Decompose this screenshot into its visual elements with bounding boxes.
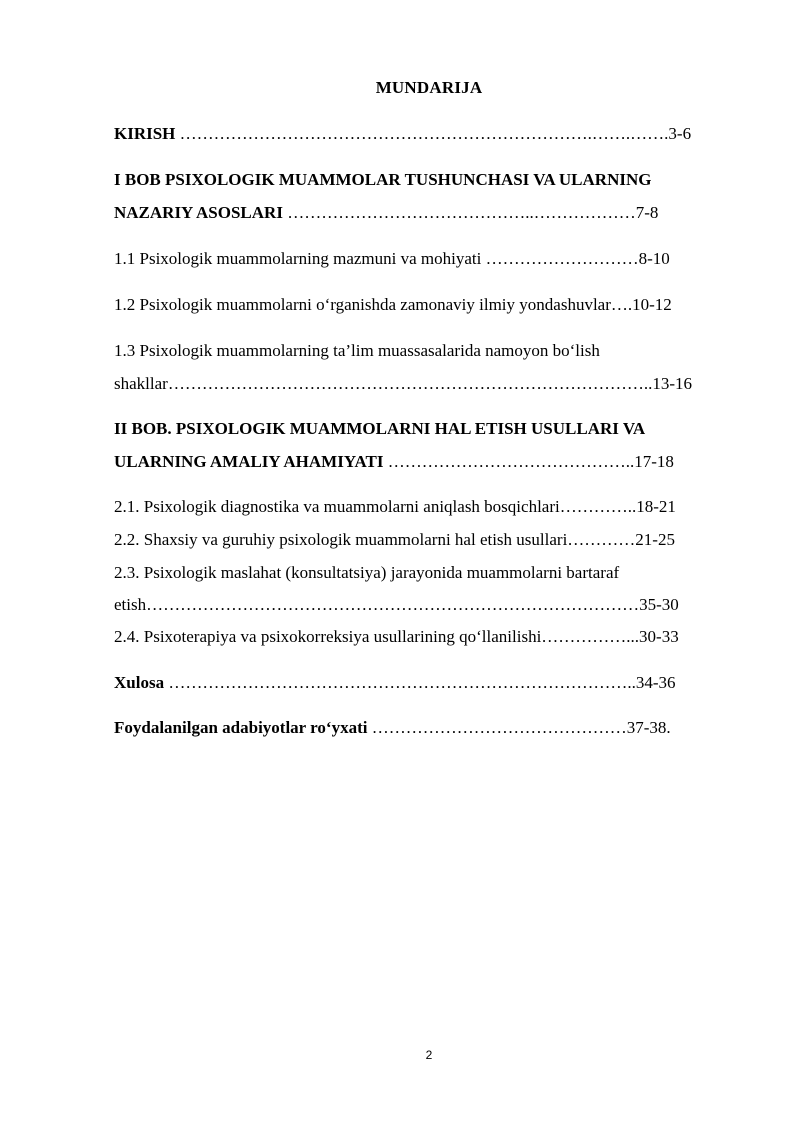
toc-entry-label: KIRISH [114, 124, 176, 143]
toc-chapter-1-line-2 [114, 203, 658, 223]
toc-chapter-2-line-2 [114, 452, 674, 472]
toc-entry-kirish [114, 124, 691, 144]
toc-section-1-2: 1.2 Psixologik muammolarni o‘rganishda zamonaviy ilmiy yondashuvlar….10-12 [114, 295, 672, 314]
toc-section-2-1: 2.1. Psixologik diagnostika va muammolarni aniqlash bosqichlari…………..18-21 [114, 497, 676, 516]
toc-section-1-3-line-1: 1.3 Psixologik muammolarning ta’lim muassasalarida namoyon bo‘lish [114, 341, 600, 360]
toc-entry-leader: ………………………………………37-38. [367, 718, 671, 737]
toc-section-2-3-line-1: 2.3. Psixologik maslahat (konsultatsiya) jarayonida muammolarni bartaraf [114, 563, 620, 582]
toc-entry-label: NAZARIY ASOSLARI [114, 203, 283, 222]
toc-section-1-1: 1.1 Psixologik muammolarning mazmuni va mohiyati ………………………8-10 [114, 249, 670, 268]
toc-entry-adabiyotlar [114, 718, 671, 738]
toc-entry-leader: ………………………………………………………………………..34-36 [164, 673, 676, 692]
toc-section-1-3-line-2: shakllar…………………………………………………………………………..13-16 [114, 374, 692, 393]
toc-chapter-2-line-1: II BOB. PSIXOLOGIK MUAMMOLARNI HAL ETISH USULLARI VA [114, 419, 646, 438]
toc-section-2-3-line-2: etish……………………………………………………………………………35-30 [114, 595, 679, 614]
toc-entry-leader: ……………………………………………………………….…….…….3-6 [175, 124, 692, 143]
toc-entry-leader: ……………………………………..………………7-8 [282, 203, 659, 222]
toc-entry-label: Xulosa [114, 673, 165, 692]
page-title: MUNDARIJA [375, 78, 483, 97]
toc-section-2-2: 2.2. Shaxsiy va guruhiy psixologik muammolarni hal etish usullari…………21-25 [114, 530, 675, 549]
toc-chapter-1-line-1: I BOB PSIXOLOGIK MUAMMOLAR TUSHUNCHASI VA ULARNING [114, 170, 652, 189]
toc-entry-label: ULARNING AMALIY AHAMIYATI [114, 452, 384, 471]
toc-section-2-4: 2.4. Psixoterapiya va psixokorreksiya usullarining qo‘llanilishi……………...30-33 [114, 627, 679, 646]
toc-entry-label: Foydalanilgan adabiyotlar ro‘yxati [114, 718, 368, 737]
toc-entry-xulosa [114, 673, 676, 693]
toc-entry-leader: ……………………………………..17-18 [383, 452, 674, 471]
page-number: 2 [425, 1048, 433, 1062]
